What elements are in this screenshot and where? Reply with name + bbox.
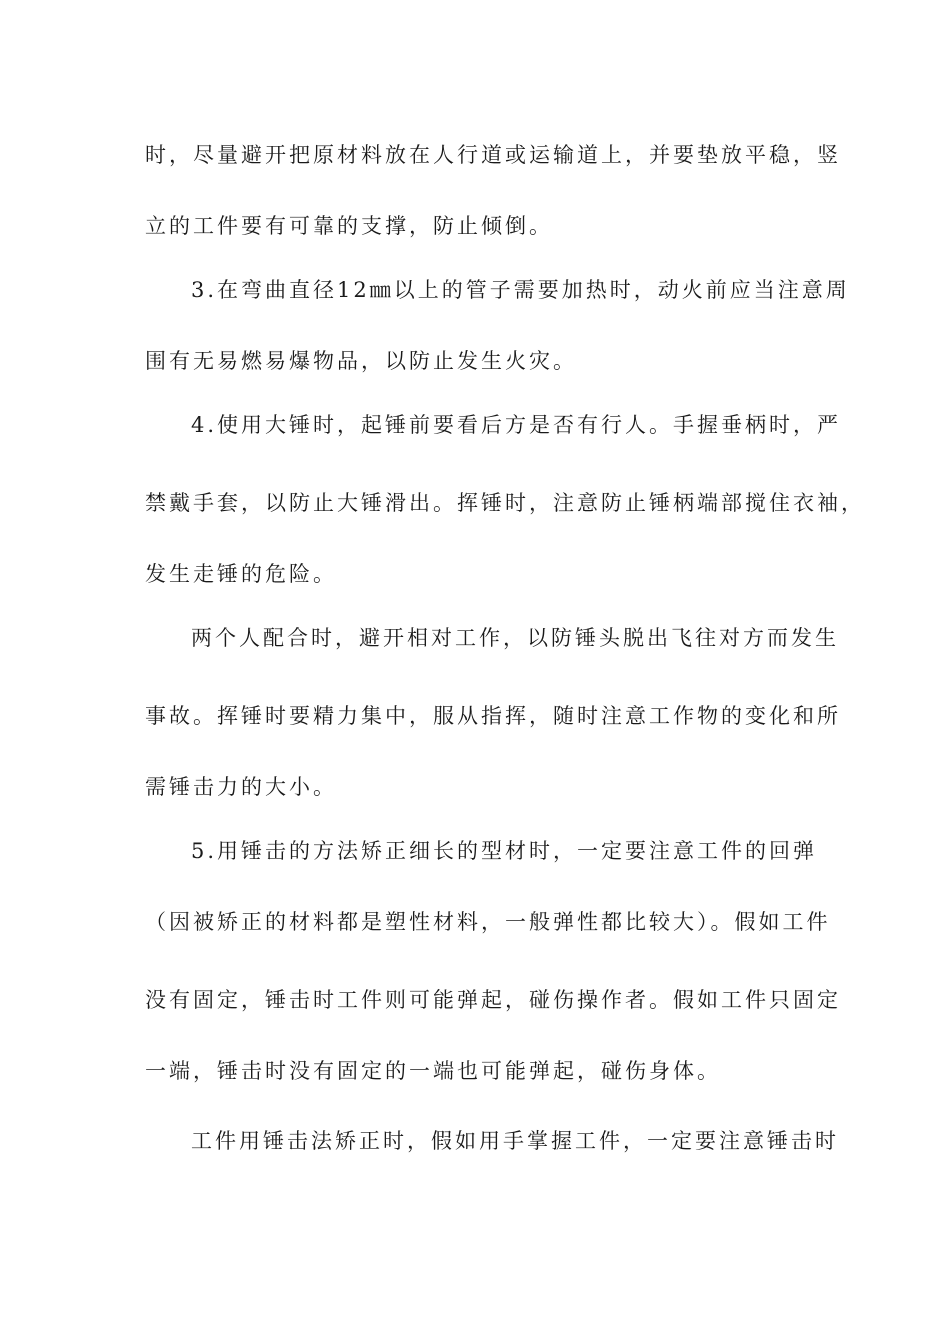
paragraph-start-line: 4.使用大锤时，起锤前要看后方是否有行人。手握垂柄时，严 (191, 413, 842, 437)
text-line: 时，尽量避开把原材料放在人行道或运输道上，并要垫放平稳，竖 (145, 143, 841, 167)
text-line: 发生走锤的危险。 (145, 562, 337, 586)
paragraph-start-line: 工件用锤击法矫正时，假如用手掌握工件，一定要注意锤击时 (191, 1129, 839, 1153)
paragraph-start-line: 两个人配合时，避开相对工作，以防锤头脱出飞往对方而发生 (191, 626, 839, 650)
text-line: 一端，锤击时没有固定的一端也可能弹起，碰伤身体。 (145, 1059, 721, 1083)
text-line: 需锤击力的大小。 (145, 775, 337, 799)
text-line: （因被矫正的材料都是塑性材料，一般弹性都比较大）。假如工件 (145, 910, 831, 934)
paragraph-start-line: 3.在弯曲直径12㎜以上的管子需要加热时，动火前应当注意周 (191, 278, 850, 302)
text-line: 事故。挥锤时要精力集中，服从指挥，随时注意工作物的变化和所 (145, 704, 841, 728)
text-line: 没有固定，锤击时工件则可能弹起，碰伤操作者。假如工件只固定 (145, 988, 841, 1012)
text-line: 禁戴手套，以防止大锤滑出。挥锤时，注意防止锤柄端部搅住衣袖， (145, 491, 865, 515)
text-line: 围有无易燃易爆物品，以防止发生火灾。 (145, 349, 577, 373)
text-line: 立的工件要有可靠的支撑，防止倾倒。 (145, 214, 553, 238)
paragraph-start-line: 5.用锤击的方法矫正细长的型材时，一定要注意工件的回弹 (191, 839, 818, 863)
